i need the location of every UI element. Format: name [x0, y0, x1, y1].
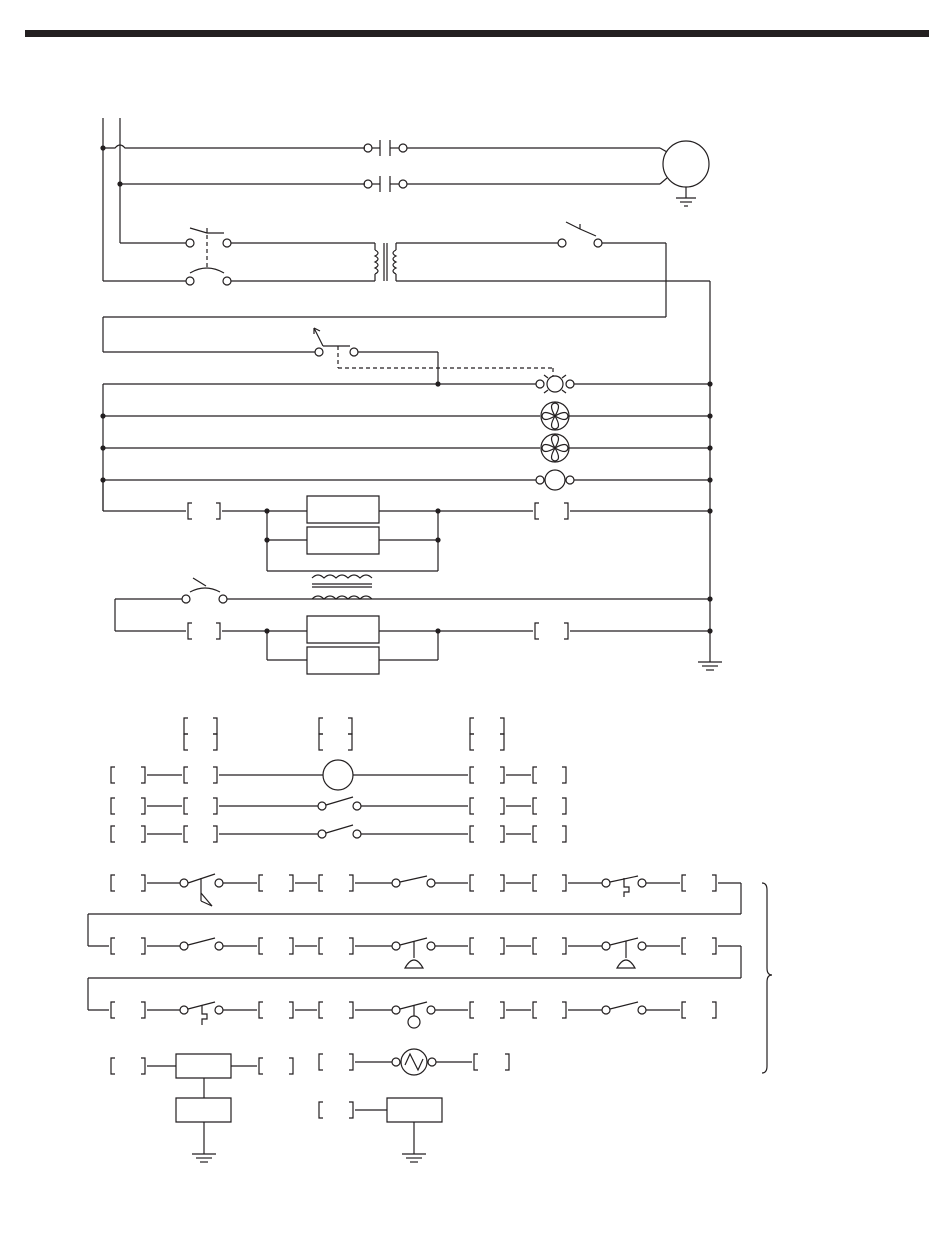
ground [402, 1154, 426, 1162]
contactor-contact [364, 140, 407, 156]
connector-terminal [470, 798, 504, 814]
connector-terminal [184, 718, 217, 750]
connector-terminal [682, 875, 716, 891]
connector-terminal [535, 623, 568, 639]
heater-element [307, 647, 379, 674]
heater-element [307, 496, 379, 523]
transformer [375, 243, 396, 281]
connector-terminal [319, 938, 353, 954]
main-power-section [101, 118, 722, 670]
connector-terminal [470, 938, 504, 954]
limit-switch [182, 578, 227, 603]
connector-terminal [533, 1002, 566, 1018]
connector-terminal [111, 875, 145, 891]
ground [192, 1154, 216, 1162]
connector-terminal [533, 798, 566, 814]
connector-terminal [470, 718, 504, 750]
connector-terminal [533, 938, 566, 954]
heater-element [307, 527, 379, 554]
connector-terminal [474, 1054, 509, 1070]
contactor-contact [364, 176, 407, 192]
connector-terminal [470, 826, 504, 842]
transformer [312, 575, 372, 599]
connector-terminal [111, 938, 145, 954]
connector-terminal [470, 875, 504, 891]
limit-switch [558, 222, 602, 247]
ground [676, 198, 696, 206]
limit-switch [180, 938, 223, 950]
relay-box [176, 1098, 231, 1122]
limit-switch [392, 876, 435, 887]
connector-terminal [319, 718, 352, 750]
connector-terminal [319, 1054, 353, 1070]
connector-terminal [184, 826, 217, 842]
indicator-light [536, 375, 574, 393]
connector-terminal [319, 1002, 353, 1018]
connector-terminal [184, 798, 217, 814]
connector-section [88, 718, 772, 1162]
limit-switch [318, 825, 361, 838]
connector-terminal [111, 1002, 145, 1018]
connector-terminal [470, 1002, 504, 1018]
connector-terminal [259, 938, 293, 954]
limit-switch [602, 1002, 646, 1014]
ac-source [392, 1049, 436, 1075]
relay-box [176, 1054, 231, 1078]
flow-switch [180, 874, 223, 906]
motor [663, 141, 709, 198]
connector-terminal [188, 623, 220, 639]
connector-terminal [533, 826, 566, 842]
ground [698, 662, 722, 670]
temperature-switch [602, 876, 646, 897]
connector-terminal [259, 875, 293, 891]
connector-terminal [259, 1002, 293, 1018]
connector-terminal [111, 798, 145, 814]
limit-switch [318, 797, 361, 810]
fan-motor [541, 402, 569, 430]
temperature-switch [180, 1002, 223, 1025]
load-rungs [101, 375, 712, 674]
pressure-switch [392, 938, 435, 968]
disconnect-switch [103, 228, 231, 285]
grouping-brace [762, 883, 772, 1073]
connector-terminal [470, 767, 504, 783]
connector-terminal [319, 875, 353, 891]
heater-element [307, 616, 379, 643]
connector-terminal [682, 938, 716, 954]
connector-terminal [533, 875, 566, 891]
connector-terminal [319, 1102, 353, 1118]
connector-terminal [259, 1058, 293, 1074]
connector-terminal [535, 503, 568, 519]
motor [323, 760, 353, 790]
connector-terminal [111, 1058, 145, 1074]
relay-box [387, 1098, 442, 1122]
fan-motor [541, 434, 569, 462]
connector-terminal [188, 503, 220, 519]
pressure-switch [602, 938, 646, 968]
connector-terminal [533, 767, 566, 783]
connector-terminal [682, 1002, 716, 1018]
connector-terminal [111, 767, 145, 783]
connector-terminal [111, 826, 145, 842]
connector-terminal [184, 767, 217, 783]
pump-motor [536, 470, 574, 490]
float-switch [392, 1002, 435, 1028]
